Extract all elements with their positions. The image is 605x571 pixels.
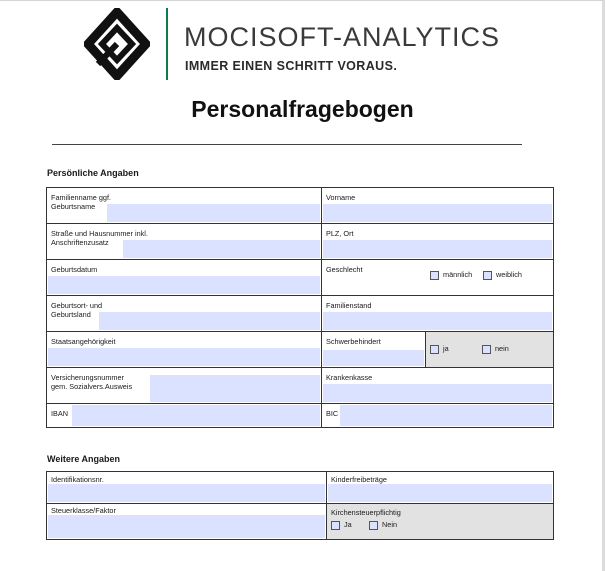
label-plz-ort: PLZ, Ort	[326, 229, 354, 238]
checkbox-ja[interactable]	[430, 345, 439, 354]
field-schwerbehindert-options	[426, 332, 554, 368]
diamond-logo-icon	[84, 8, 150, 80]
option-kirche-ja[interactable]	[331, 520, 352, 530]
label-geburtsort-2: Geburtsland	[51, 310, 91, 319]
label-familienname-2: Geburtsname	[51, 202, 96, 211]
personal-data-table	[46, 187, 554, 428]
brand-name: MOCISOFT-ANALYTICS	[184, 22, 501, 52]
letterhead	[84, 8, 504, 82]
label-familienstand: Familienstand	[326, 301, 372, 310]
document-title: Personalfragebogen	[191, 96, 414, 122]
field-staatsangehoerigkeit	[47, 332, 322, 368]
field-geschlecht	[322, 260, 554, 296]
label-vorname: Vorname	[326, 193, 356, 202]
input-geburtsort[interactable]	[99, 312, 320, 330]
additional-data-table	[46, 471, 554, 540]
checkbox-kirche-ja[interactable]	[331, 521, 340, 530]
label-geburtsort-1: Geburtsort- und	[51, 301, 103, 310]
field-bic	[322, 404, 554, 428]
field-schwerbehindert	[322, 332, 426, 368]
input-krankenkasse[interactable]	[323, 384, 552, 402]
checkbox-maennlich[interactable]	[430, 271, 439, 280]
field-iban	[47, 404, 322, 428]
input-vorname[interactable]	[323, 204, 552, 222]
input-iban[interactable]	[72, 405, 320, 426]
label-iban: IBAN	[51, 409, 69, 418]
field-strasse	[47, 224, 322, 260]
option-ja[interactable]	[430, 344, 449, 354]
label-bic: BIC	[326, 409, 339, 418]
checkbox-weiblich[interactable]	[483, 271, 492, 280]
field-vorname	[322, 188, 554, 224]
input-staatsangehoerigkeit[interactable]	[48, 348, 320, 366]
brand-divider	[166, 8, 168, 80]
label-ja: ja	[443, 344, 449, 353]
field-geburtsort	[47, 296, 322, 332]
label-geburtsdatum: Geburtsdatum	[51, 265, 98, 274]
label-maennlich: männlich	[443, 270, 473, 279]
input-schwerbehindert[interactable]	[323, 350, 424, 366]
label-kinderfreibetraege: Kinderfreibeträge	[331, 475, 387, 484]
label-vsnr-2: gem. Sozialvers.Ausweis	[51, 382, 133, 391]
label-strasse-2: Anschriftenzusatz	[51, 238, 109, 247]
field-kirchensteuer	[327, 504, 554, 540]
field-kinderfreibetraege	[327, 472, 554, 504]
field-familienstand	[322, 296, 554, 332]
label-kirche-nein: Nein	[382, 520, 398, 529]
option-weiblich[interactable]	[483, 270, 522, 280]
input-identifikationsnr[interactable]	[48, 484, 325, 502]
label-kirchensteuer: Kirchensteuerpflichtig	[331, 508, 401, 517]
field-versicherungsnummer	[47, 368, 322, 404]
input-steuerklasse[interactable]	[48, 515, 325, 538]
checkbox-nein[interactable]	[482, 345, 491, 354]
field-geburtsdatum	[47, 260, 322, 296]
label-geschlecht: Geschlecht	[326, 265, 363, 274]
label-identifikationsnr: Identifikationsnr.	[51, 475, 104, 484]
section-title-personal: Persönliche Angaben	[47, 168, 139, 178]
label-vsnr-1: Versicherungsnummer	[51, 373, 125, 382]
label-weiblich: weiblich	[496, 270, 522, 279]
label-schwerbehindert: Schwerbehindert	[326, 337, 381, 346]
label-steuerklasse: Steuerklasse/Faktor	[51, 506, 116, 515]
option-maennlich[interactable]	[430, 270, 472, 280]
input-strasse[interactable]	[123, 240, 320, 258]
option-kirche-nein[interactable]	[369, 520, 397, 530]
option-nein[interactable]	[482, 344, 509, 354]
field-familienname	[47, 188, 322, 224]
label-krankenkasse: Krankenkasse	[326, 373, 373, 382]
label-nein: nein	[495, 344, 509, 353]
brand-slogan: IMMER EINEN SCHRITT VORAUS.	[185, 59, 398, 73]
title-rule	[52, 144, 522, 145]
input-bic[interactable]	[340, 405, 552, 426]
label-strasse-1: Straße und Hausnummer inkl.	[51, 229, 148, 238]
input-familienname[interactable]	[107, 204, 320, 222]
input-familienstand[interactable]	[323, 312, 552, 330]
field-steuerklasse	[47, 504, 327, 540]
checkbox-kirche-nein[interactable]	[369, 521, 378, 530]
section-title-weitere: Weitere Angaben	[47, 454, 121, 464]
label-kirche-ja: Ja	[344, 520, 352, 529]
input-plz-ort[interactable]	[323, 240, 552, 258]
label-staatsangehoerigkeit: Staatsangehörigkeit	[51, 337, 116, 346]
field-krankenkasse	[322, 368, 554, 404]
input-versicherungsnummer[interactable]	[150, 375, 320, 402]
input-geburtsdatum[interactable]	[48, 276, 320, 294]
label-familienname-1: Familienname ggf.	[51, 193, 112, 202]
field-identifikationsnr	[47, 472, 327, 504]
field-plz-ort	[322, 224, 554, 260]
input-kinderfreibetraege[interactable]	[328, 484, 552, 502]
